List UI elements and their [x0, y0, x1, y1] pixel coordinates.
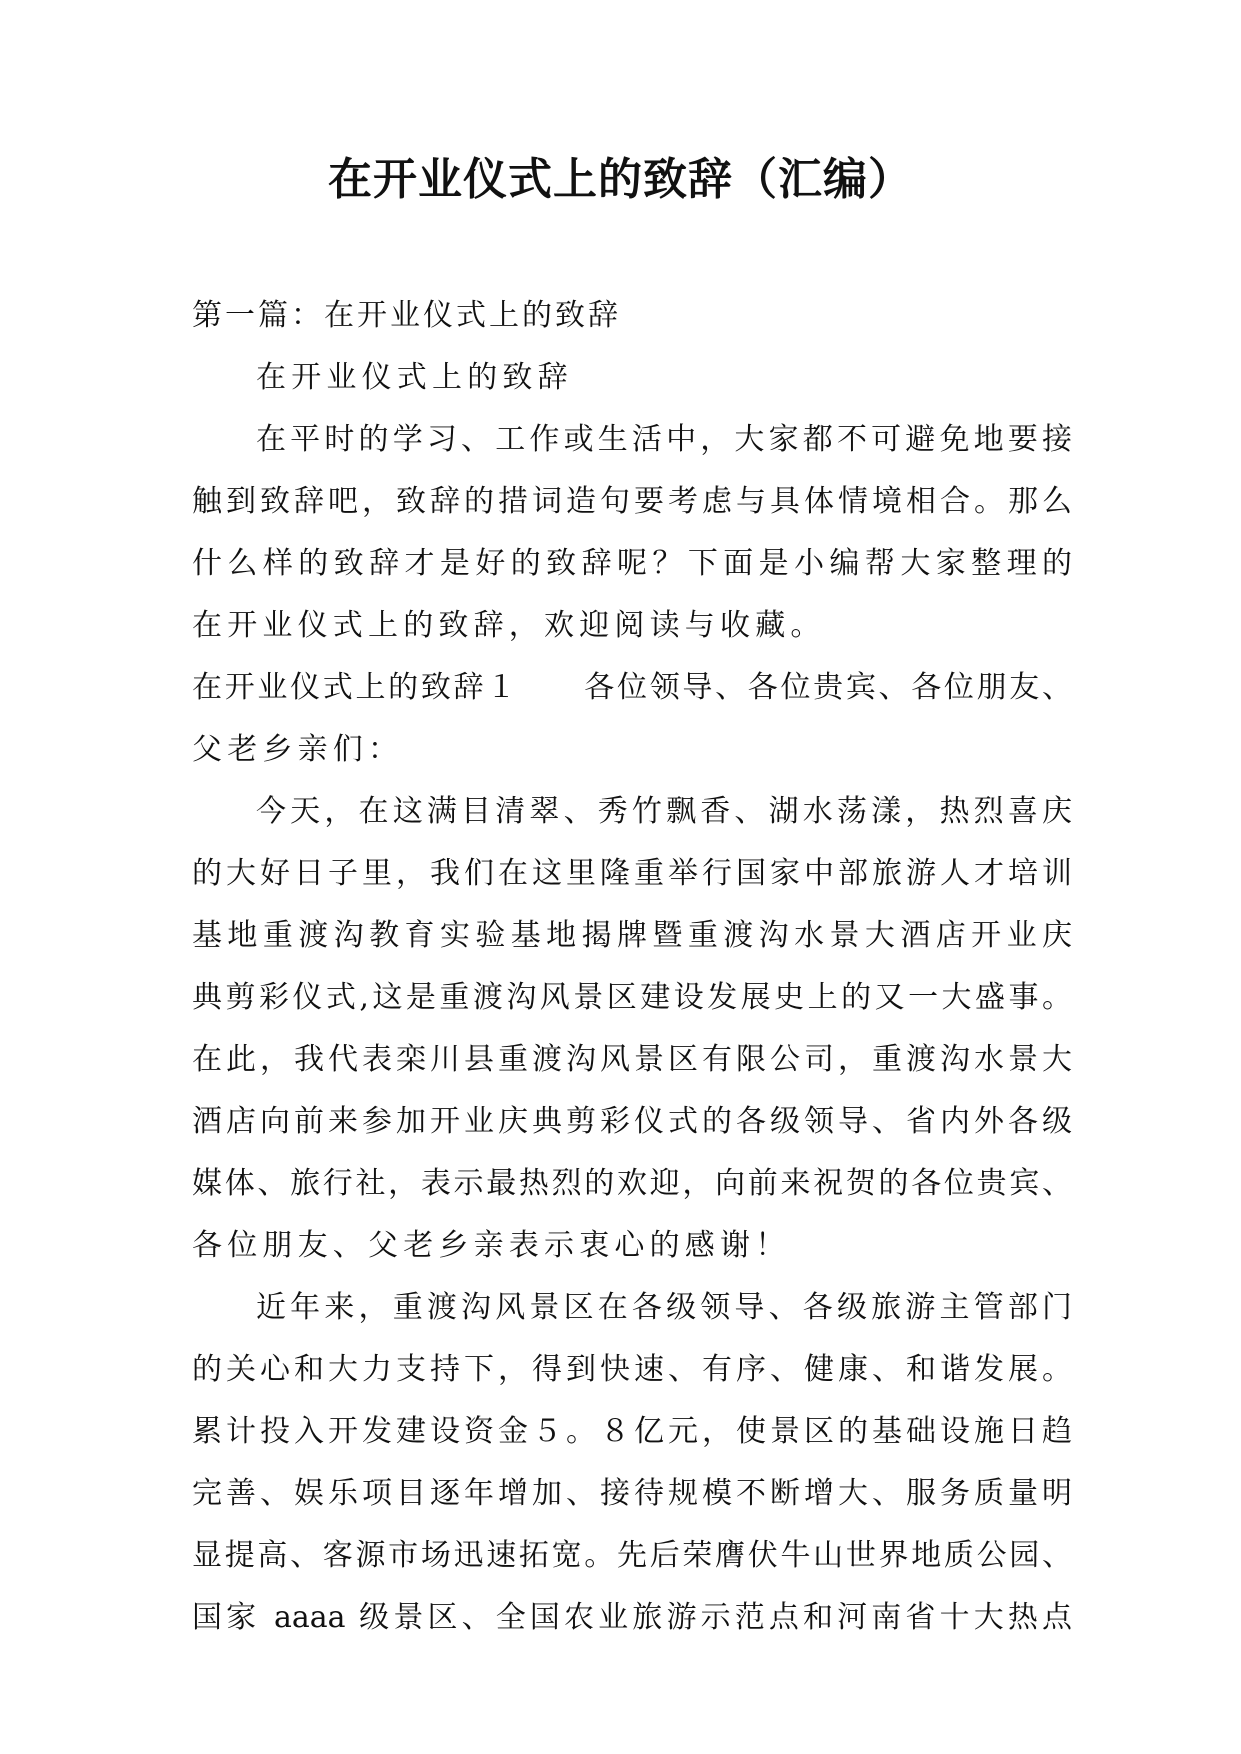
paragraph-line: 在平时的学习、工作或生活中，大家都不可避免地要接: [256, 422, 1072, 457]
paragraph-line: 在开业仪式上的致辞１ 各位领导、各位贵宾、各位朋友、: [192, 670, 1072, 705]
paragraph-line: 各位朋友、父老乡亲表示衷心的感谢！: [192, 1228, 791, 1263]
paragraph-line: 今天，在这满目清翠、秀竹飘香、湖水荡漾，热烈喜庆: [256, 794, 1072, 829]
paragraph-line: 的大好日子里，我们在这里隆重举行国家中部旅游人才培训: [192, 856, 1072, 891]
paragraph-line: 酒店向前来参加开业庆典剪彩仪式的各级领导、省内外各级: [192, 1104, 1072, 1139]
paragraph-line: 在此，我代表栾川县重渡沟风景区有限公司，重渡沟水景大: [192, 1042, 1072, 1077]
paragraph-line: 典剪彩仪式,这是重渡沟风景区建设发展史上的又一大盛事。: [192, 980, 1072, 1015]
paragraph-line: 媒体、旅行社，表示最热烈的欢迎，向前来祝贺的各位贵宾、: [192, 1166, 1072, 1201]
paragraph-line: 什么样的致辞才是好的致辞呢？下面是小编帮大家整理的: [192, 546, 1072, 581]
paragraph-line: 父老乡亲们：: [192, 732, 404, 767]
paragraph-line: 显提高、客源市场迅速拓宽。先后荣膺伏牛山世界地质公园、: [192, 1538, 1072, 1573]
document-body: [192, 285, 1072, 1649]
paragraph-line: 累计投入开发建设资金５。８亿元，使景区的基础设施日趋: [192, 1414, 1072, 1449]
paragraph-line: 在开业仪式上的致辞，欢迎阅读与收藏。: [192, 608, 826, 643]
paragraph-line: 触到致辞吧，致辞的措词造句要考虑与具体情境相合。那么: [192, 484, 1072, 519]
document-title: 在开业仪式上的致辞（汇编）: [328, 154, 913, 205]
paragraph-line: 的关心和大力支持下，得到快速、有序、健康、和谐发展。: [192, 1352, 1072, 1387]
paragraph-line: 基地重渡沟教育实验基地揭牌暨重渡沟水景大酒店开业庆: [192, 918, 1072, 953]
section-heading: 第一篇：在开业仪式上的致辞: [192, 298, 621, 333]
paragraph-line: 在开业仪式上的致辞: [256, 360, 573, 395]
paragraph-line: 国家 aaaa 级景区、全国农业旅游示范点和河南省十大热点: [192, 1600, 1072, 1635]
paragraph-line: 完善、娱乐项目逐年增加、接待规模不断增大、服务质量明: [192, 1476, 1072, 1511]
paragraph-line: 近年来，重渡沟风景区在各级领导、各级旅游主管部门: [256, 1290, 1072, 1325]
